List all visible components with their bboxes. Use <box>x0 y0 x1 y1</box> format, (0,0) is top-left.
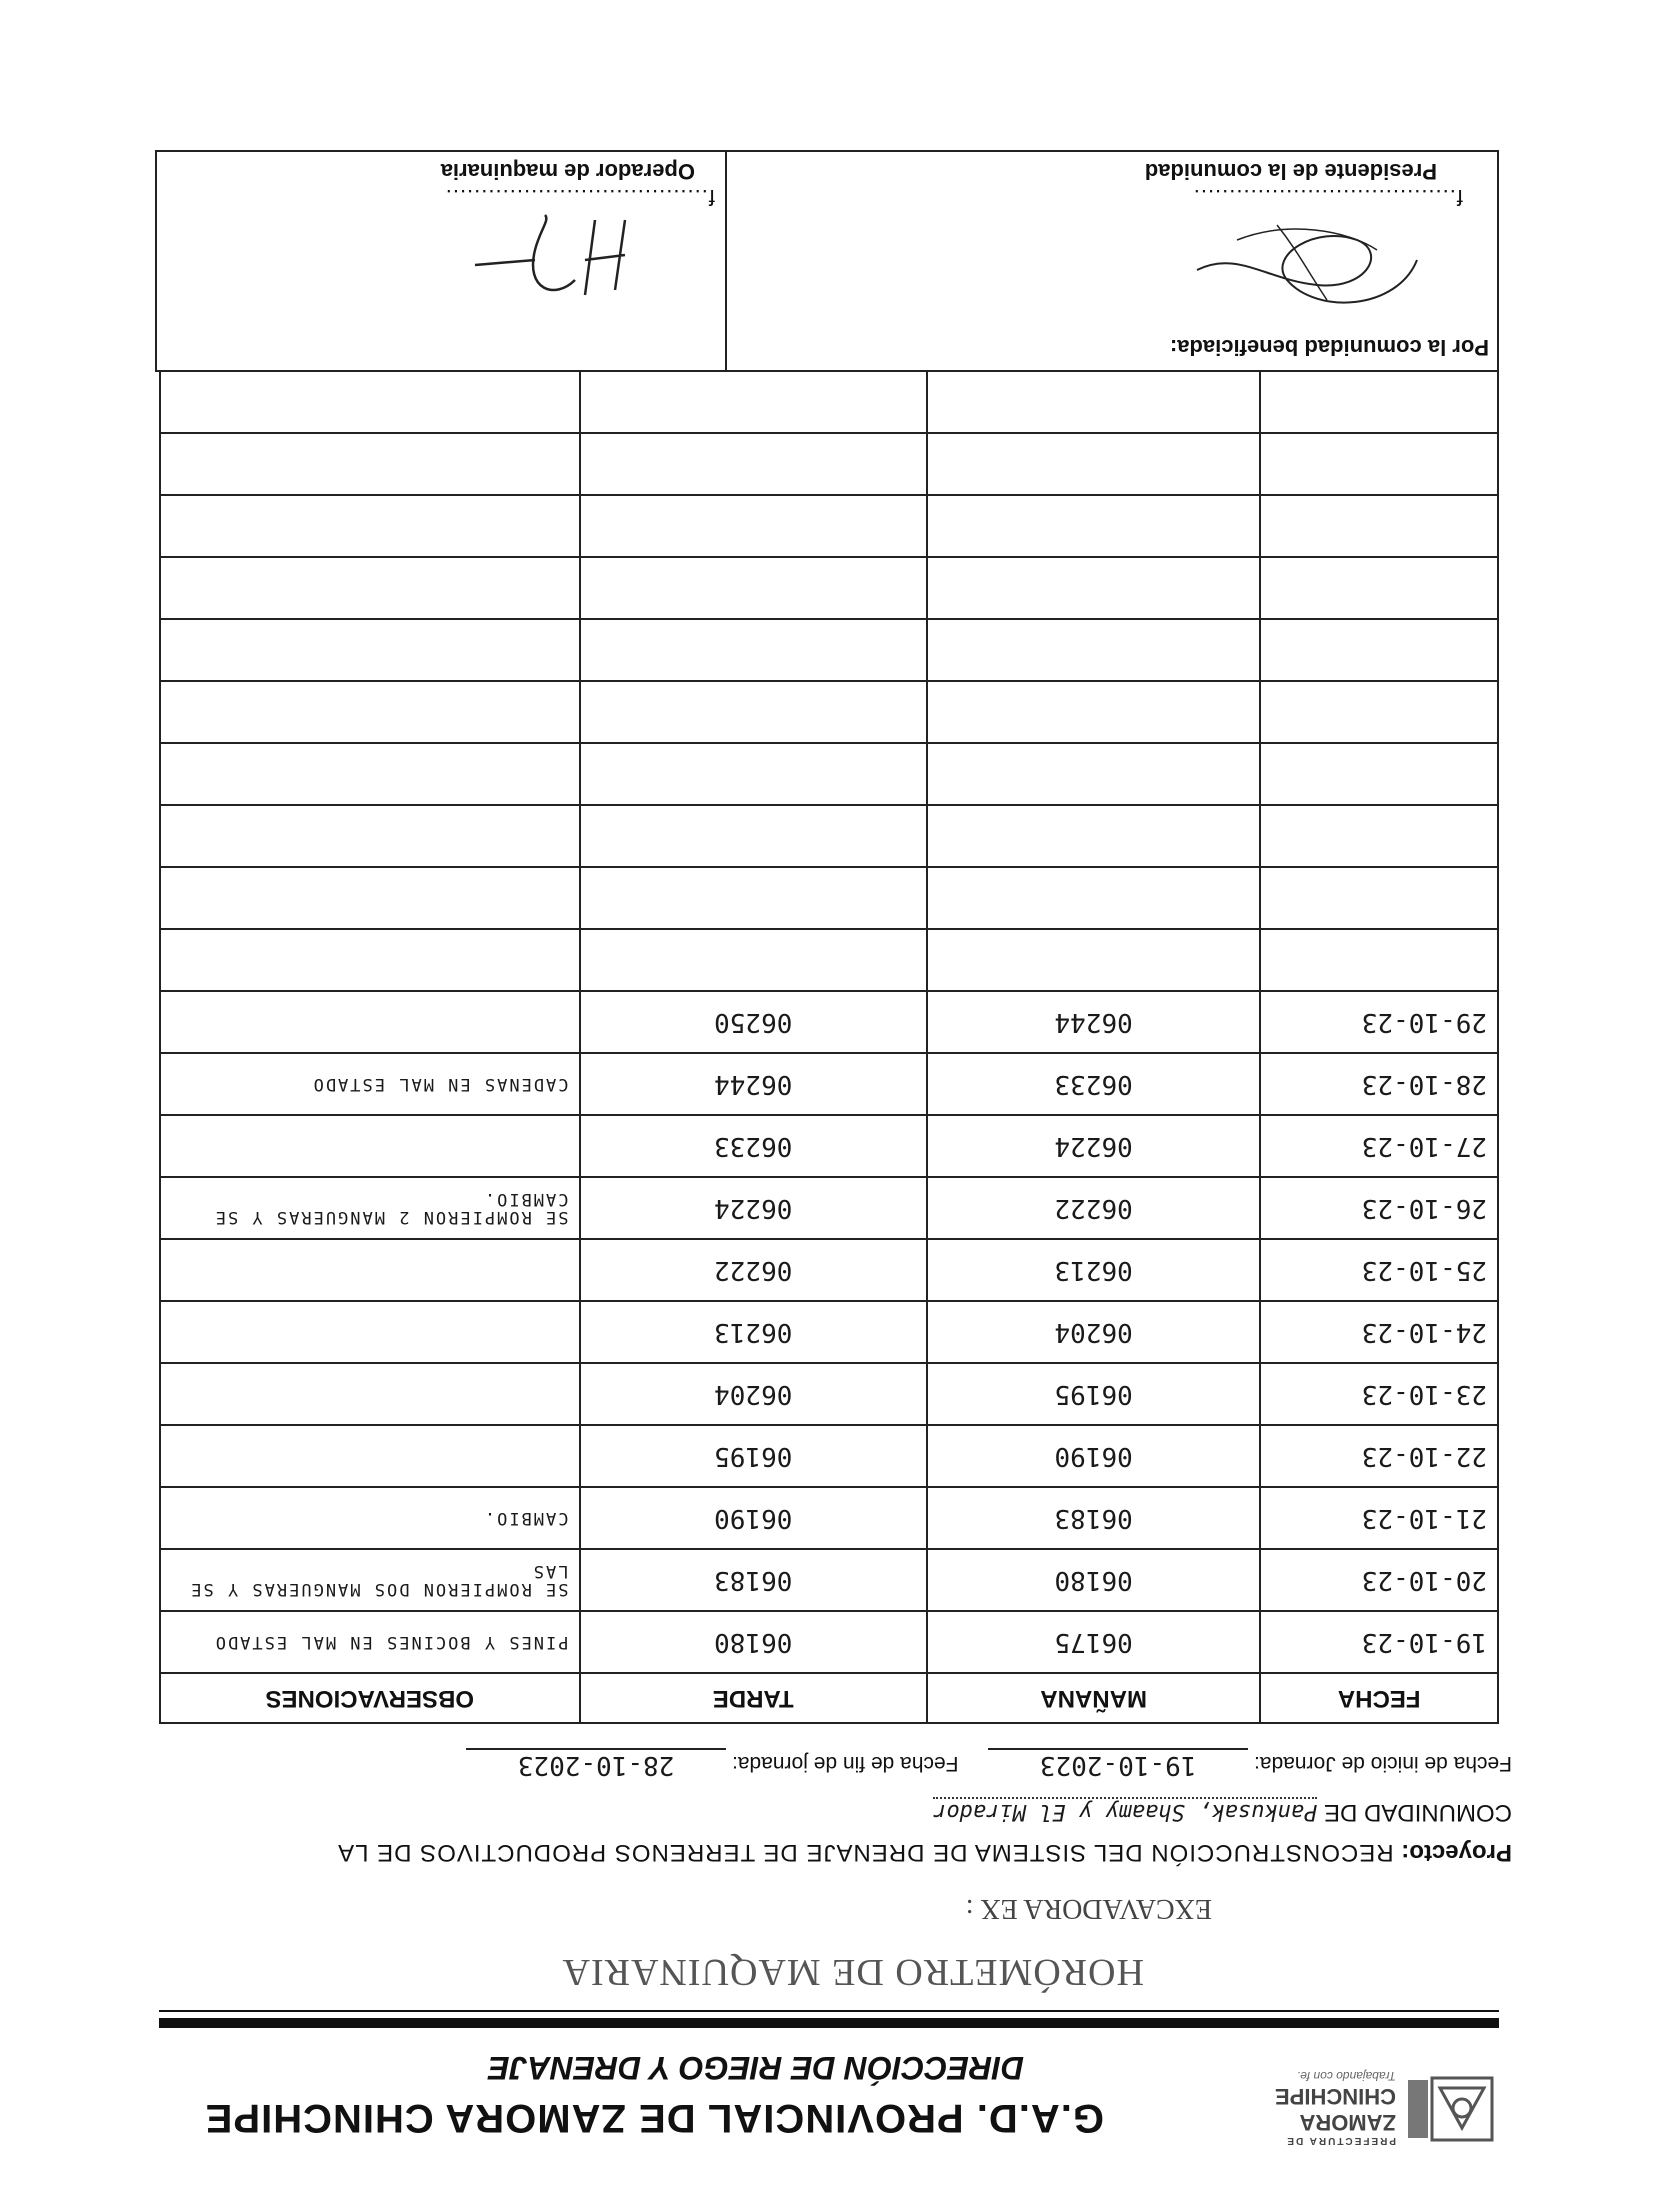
logo-emblem-icon <box>1404 2068 1494 2148</box>
project-label: Proyecto: <box>1401 1839 1512 1866</box>
logo-line-3: CHINCHIPE <box>1274 2084 1396 2109</box>
table-row <box>160 1239 1498 1301</box>
cell-obs <box>160 371 580 433</box>
cell-obs <box>160 619 580 681</box>
table-row <box>160 1053 1498 1115</box>
operator-signature-area <box>159 152 725 370</box>
table-row <box>160 1301 1498 1363</box>
cell-manana <box>927 371 1260 433</box>
cell-fecha: 22-10-23 <box>1260 1425 1498 1487</box>
hour-log-table <box>159 370 1499 1724</box>
project-line <box>152 1838 1512 1866</box>
community-value: Pankusak, Shaamy y El Mirador <box>933 1799 1318 1824</box>
table-row <box>160 1487 1498 1549</box>
table-row <box>160 1363 1498 1425</box>
cell-obs <box>160 805 580 867</box>
cell-fecha <box>1260 433 1498 495</box>
logo-text <box>1246 2069 1396 2146</box>
cell-fecha: 26-10-23 <box>1260 1177 1498 1239</box>
organization-name: G.A.D. PROVINCIAL DE ZAMORA CHINCHIPE <box>204 2096 1104 2140</box>
cell-fecha: 24-10-23 <box>1260 1301 1498 1363</box>
cell-tarde <box>580 371 927 433</box>
cell-obs <box>160 1239 580 1301</box>
table-row <box>160 929 1498 991</box>
start-date-value: 19-10-2023 <box>988 1748 1248 1780</box>
dates-line <box>466 1748 1512 1780</box>
machine-label: EXCAVADORA EX : <box>965 1893 1212 1924</box>
end-date-value: 28-10-2023 <box>466 1748 726 1780</box>
community-signature-area <box>725 152 1497 370</box>
cell-manana: 06183 <box>927 1487 1260 1549</box>
cell-tarde <box>580 619 927 681</box>
cell-tarde: 06244 <box>580 1053 927 1115</box>
cell-fecha: 20-10-23 <box>1260 1549 1498 1611</box>
cell-obs <box>160 991 580 1053</box>
operator-signature-line: f..................................... <box>444 185 715 210</box>
table-row <box>160 433 1498 495</box>
cell-tarde: 06190 <box>580 1487 927 1549</box>
cell-obs <box>160 867 580 929</box>
table-row <box>160 1611 1498 1673</box>
header-manana: MAÑANA <box>927 1673 1260 1723</box>
cell-tarde: 06250 <box>580 991 927 1053</box>
cell-tarde <box>580 495 927 557</box>
cell-manana: 06195 <box>927 1363 1260 1425</box>
community-line <box>933 1798 1512 1826</box>
document-title: HORÓMETRO DE MAQUINARIA <box>561 1951 1144 1993</box>
table-header-row <box>160 1673 1498 1723</box>
table-row <box>160 1425 1498 1487</box>
header-tarde: TARDE <box>580 1673 927 1723</box>
signature-block <box>155 150 1499 372</box>
president-label: Presidente de la comunidad <box>1144 159 1437 184</box>
table-row <box>160 1177 1498 1239</box>
cell-obs <box>160 1115 580 1177</box>
cell-tarde: 06222 <box>580 1239 927 1301</box>
cell-fecha: 28-10-23 <box>1260 1053 1498 1115</box>
cell-manana: 06175 <box>927 1611 1260 1673</box>
header-rule-thin <box>159 2010 1499 2012</box>
end-date-label: Fecha de fin de jornada: <box>731 1752 959 1775</box>
cell-obs: PINES Y BOCINES EN MAL ESTADO <box>160 1611 580 1673</box>
operator-label: Operador de maquinaria <box>440 159 695 184</box>
cell-obs <box>160 495 580 557</box>
cell-manana: 06190 <box>927 1425 1260 1487</box>
cell-obs: SE ROMPIERON 2 MANGUERAS Y SE CAMBIO. <box>160 1177 580 1239</box>
cell-manana: 06244 <box>927 991 1260 1053</box>
table-row <box>160 681 1498 743</box>
cell-manana: 06233 <box>927 1053 1260 1115</box>
cell-obs <box>160 743 580 805</box>
cell-obs: CADENAS EN MAL ESTADO <box>160 1053 580 1115</box>
table-row <box>160 1549 1498 1611</box>
cell-manana <box>927 619 1260 681</box>
cell-manana: 06224 <box>927 1115 1260 1177</box>
cell-tarde: 06233 <box>580 1115 927 1177</box>
community-label: COMUNIDAD DE <box>1323 1799 1512 1826</box>
community-label: Por la comunidad beneficiada: <box>1169 335 1489 360</box>
cell-tarde <box>580 867 927 929</box>
start-date-label: Fecha de inicio de Jornada: <box>1254 1752 1512 1775</box>
cell-tarde <box>580 805 927 867</box>
cell-tarde <box>580 743 927 805</box>
table-body <box>160 371 1498 1673</box>
cell-manana <box>927 495 1260 557</box>
cell-obs <box>160 681 580 743</box>
cell-obs <box>160 557 580 619</box>
cell-tarde: 06213 <box>580 1301 927 1363</box>
president-signature-icon <box>1177 210 1437 320</box>
cell-tarde <box>580 557 927 619</box>
cell-tarde: 06183 <box>580 1549 927 1611</box>
header-rule <box>159 2018 1499 2028</box>
cell-fecha <box>1260 557 1498 619</box>
project-text: RECONSTRUCCIÓN DEL SISTEMA DE DRENAJE DE TERRENOS PRODUCTIVOS DE LA <box>337 1839 1394 1866</box>
cell-manana <box>927 805 1260 867</box>
table-row <box>160 743 1498 805</box>
cell-obs <box>160 929 580 991</box>
cell-tarde: 06224 <box>580 1177 927 1239</box>
cell-manana: 06213 <box>927 1239 1260 1301</box>
cell-fecha: 21-10-23 <box>1260 1487 1498 1549</box>
cell-manana <box>927 929 1260 991</box>
cell-fecha <box>1260 371 1498 433</box>
cell-obs <box>160 1301 580 1363</box>
table-row <box>160 557 1498 619</box>
table-row <box>160 867 1498 929</box>
cell-obs: SE ROMPIERON DOS MANGUERAS Y SE LAS <box>160 1549 580 1611</box>
cell-fecha <box>1260 681 1498 743</box>
table-row <box>160 619 1498 681</box>
cell-tarde: 06180 <box>580 1611 927 1673</box>
cell-fecha <box>1260 619 1498 681</box>
cell-tarde: 06195 <box>580 1425 927 1487</box>
cell-fecha: 29-10-23 <box>1260 991 1498 1053</box>
cell-fecha: 19-10-23 <box>1260 1611 1498 1673</box>
cell-manana <box>927 867 1260 929</box>
cell-obs: CAMBIO. <box>160 1487 580 1549</box>
table-row <box>160 805 1498 867</box>
cell-fecha <box>1260 867 1498 929</box>
cell-fecha <box>1260 929 1498 991</box>
cell-obs <box>160 1425 580 1487</box>
cell-tarde: 06204 <box>580 1363 927 1425</box>
cell-tarde <box>580 433 927 495</box>
prefecture-logo <box>1404 2068 1494 2148</box>
cell-tarde <box>580 681 927 743</box>
cell-fecha <box>1260 805 1498 867</box>
logo-line-2: ZAMORA <box>1299 2110 1396 2135</box>
logo-tagline: Trabajando con fe. <box>1296 2069 1396 2083</box>
cell-obs <box>160 1363 580 1425</box>
cell-manana: 06180 <box>927 1549 1260 1611</box>
cell-manana <box>927 557 1260 619</box>
table-row <box>160 1115 1498 1177</box>
cell-manana: 06222 <box>927 1177 1260 1239</box>
cell-fecha <box>1260 495 1498 557</box>
cell-manana <box>927 681 1260 743</box>
cell-fecha: 23-10-23 <box>1260 1363 1498 1425</box>
cell-manana <box>927 743 1260 805</box>
table-row <box>160 495 1498 557</box>
cell-fecha <box>1260 743 1498 805</box>
cell-tarde <box>580 929 927 991</box>
department-name: DIRECCIÓN DE RIEGO Y DRENAJE <box>488 2050 1024 2086</box>
logo-line-1: PREFECTURA DE <box>1285 2135 1396 2146</box>
operator-signature-icon <box>425 210 645 310</box>
cell-fecha: 27-10-23 <box>1260 1115 1498 1177</box>
president-signature-line: f..................................... <box>1192 185 1463 210</box>
cell-manana: 06204 <box>927 1301 1260 1363</box>
table-row <box>160 991 1498 1053</box>
cell-obs <box>160 433 580 495</box>
header-observaciones: OBSERVACIONES <box>160 1673 580 1723</box>
header-fecha: FECHA <box>1260 1673 1498 1723</box>
cell-manana <box>927 433 1260 495</box>
cell-fecha: 25-10-23 <box>1260 1239 1498 1301</box>
table-row <box>160 371 1498 433</box>
